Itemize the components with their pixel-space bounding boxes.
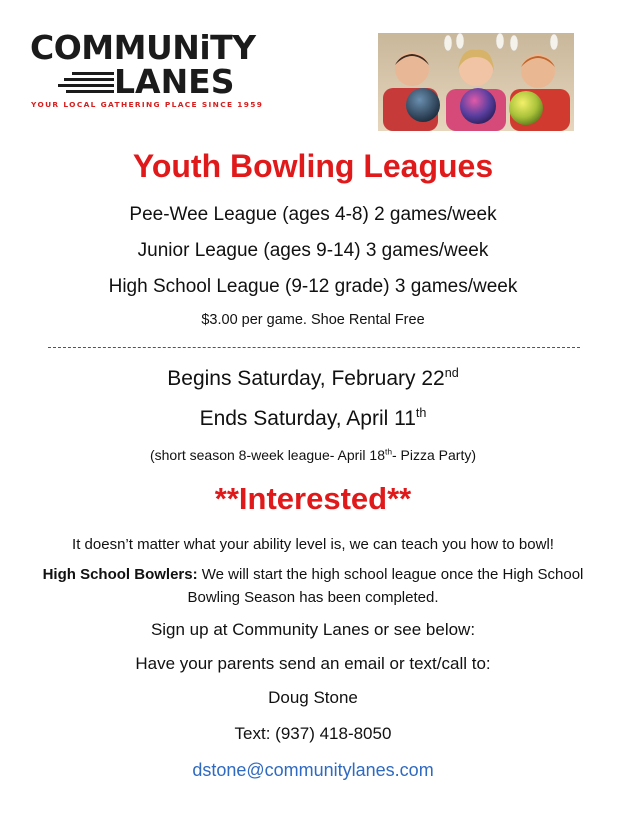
season-note-start: (short season 8-week league- April 18 (149, 447, 385, 463)
season-note (0, 445, 626, 465)
logo-wordmark-community: COMMUNiTY (30, 28, 256, 67)
ends-date (0, 405, 626, 433)
ends-date-suffix: th (415, 406, 427, 420)
ends-date-text: Ends Saturday, April 11 (199, 407, 416, 430)
contact-name: Doug Stone (268, 688, 358, 707)
league-high-school: High School League (9-12 grade) 3 games/week (108, 276, 518, 297)
ability-text: It doesn’t matter what your ability level is, we can teach you how to bowl! (72, 536, 554, 553)
contact-phone: Text: (937) 418-8050 (234, 724, 392, 743)
pricing-text: $3.00 per game. Shoe Rental Free (201, 312, 425, 328)
begins-date (0, 365, 626, 393)
begins-date-text: Begins Saturday, February 22 (167, 367, 445, 390)
signup-text: Sign up at Community Lanes or see below: (150, 620, 476, 639)
begins-date-suffix: nd (444, 366, 459, 380)
high-school-note-line2: Bowling Season has been completed. (187, 589, 439, 606)
high-school-note-line1 (0, 564, 626, 585)
logo-wordmark-lanes: LANES (114, 62, 235, 101)
contact-instruction: Have your parents send an email or text/call to: (135, 654, 491, 673)
league-pee-wee: Pee-Wee League (ages 4-8) 2 games/week (129, 204, 497, 225)
interested-heading: **Interested** (214, 481, 412, 516)
speed-lines-icon (58, 70, 114, 96)
community-lanes-logo (30, 30, 285, 112)
dashed-divider (48, 347, 580, 348)
contact-email-link[interactable]: dstone@communitylanes.com (192, 760, 434, 780)
league-junior: Junior League (ages 9-14) 3 games/week (137, 240, 489, 261)
season-note-suffix: th (385, 446, 392, 457)
season-note-end: - Pizza Party) (392, 447, 477, 463)
high-school-text-1: We will start the high school league once the High School (197, 566, 584, 583)
high-school-label: High School Bowlers: (42, 566, 198, 583)
logo-tagline: YOUR LOCAL GATHERING PLACE SINCE 1959 (31, 100, 264, 109)
kids-bowling-photo (378, 33, 574, 131)
page-title: Youth Bowling Leagues (132, 148, 494, 184)
